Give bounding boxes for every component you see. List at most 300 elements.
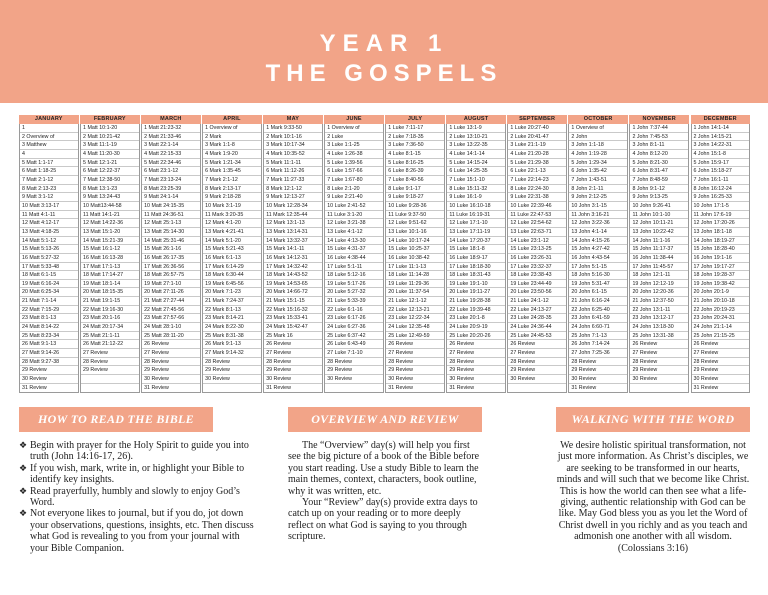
day-row: 27 Review xyxy=(386,349,444,358)
day-row: 25 Luke 24:45-53 xyxy=(508,332,566,341)
day-row: 20 Matt 18:15-35 xyxy=(81,288,139,297)
day-row: 29 Review xyxy=(386,366,444,375)
day-row: 1 Luke 7:11-17 xyxy=(386,124,444,133)
day-row: 3 John 1:1-18 xyxy=(569,141,627,150)
day-row: 20 John 20:1-9 xyxy=(692,288,750,297)
day-row: 16 Matt 26:17-35 xyxy=(142,254,200,263)
day-row: 9 Matt 24:1-14 xyxy=(142,193,200,202)
day-row: 4 Luke 8:1-15 xyxy=(386,150,444,159)
day-row: 4 Mark 1:9-20 xyxy=(203,150,261,159)
day-row: 13 John 4:1-14 xyxy=(569,228,627,237)
title-gospels: THE GOSPELS xyxy=(265,60,503,87)
day-row: 15 John 4:27-42 xyxy=(569,245,627,254)
day-row: 18 Luke 23:38-43 xyxy=(508,271,566,280)
day-row: 11 Matt 24:36-51 xyxy=(142,211,200,220)
overview-text xyxy=(288,440,484,543)
day-row: 5 Mark 1:21-34 xyxy=(203,159,261,168)
day-row: 26 Review xyxy=(386,340,444,349)
day-row: 28 Review xyxy=(264,358,322,367)
month-header: FEBRUARY xyxy=(80,115,140,124)
day-row: 17 Matt 17:1-13 xyxy=(81,263,139,272)
month-days xyxy=(19,124,79,393)
month-column-march xyxy=(141,115,201,393)
day-row: 11 John 17:6-19 xyxy=(692,211,750,220)
day-row: 20 Mark 7:1-23 xyxy=(203,288,261,297)
day-row: 15 Luke 4:31-37 xyxy=(325,245,383,254)
day-row: 16 Mark 6:1-13 xyxy=(203,254,261,263)
day-row: 11 Luke 22:47-53 xyxy=(508,211,566,220)
day-row: 22 Luke 24:13-27 xyxy=(508,306,566,315)
day-row: 15 Matt 5:13-26 xyxy=(20,245,78,254)
day-row: 9 Matt 3:1-12 xyxy=(20,193,78,202)
day-row: 3 Luke 21:1-19 xyxy=(508,141,566,150)
month-column-july xyxy=(385,115,445,393)
day-row: 10 Luke 16:10-18 xyxy=(447,202,505,211)
day-row: 11 Mark 3:20-35 xyxy=(203,211,261,220)
day-row: 5 Mark 11:1-11 xyxy=(264,159,322,168)
day-row: 2 John 7:45-53 xyxy=(630,133,688,142)
day-row: 26 Review xyxy=(630,340,688,349)
day-row: 1 Matt 10:1-20 xyxy=(81,124,139,133)
day-row: 23 Matt 8:1-13 xyxy=(20,314,78,323)
day-row: 26 John 7:14-24 xyxy=(569,340,627,349)
day-row: 29 Review xyxy=(142,366,200,375)
day-row: 9 Matt 13:24-43 xyxy=(81,193,139,202)
day-row: 22 Matt 19:16-30 xyxy=(81,306,139,315)
day-row: 7 John 8:48-59 xyxy=(630,176,688,185)
day-row: 3 Mark 10:17-34 xyxy=(264,141,322,150)
day-row: 23 Luke 20:1-8 xyxy=(447,314,505,323)
day-row: 5 John 15:9-17 xyxy=(692,159,750,168)
day-row: 5 Luke 21:29-38 xyxy=(508,159,566,168)
day-row: 2 Luke 13:10-21 xyxy=(447,133,505,142)
day-row: 9 Mark 12:13-27 xyxy=(264,193,322,202)
day-row: 12 John 3:22-36 xyxy=(569,219,627,228)
day-row: 19 John 19:38-42 xyxy=(692,280,750,289)
day-row: 30 Review xyxy=(508,375,566,384)
day-row: 21 Luke 12:1-12 xyxy=(386,297,444,306)
day-row: 2 Matt 10:21-42 xyxy=(81,133,139,142)
day-row: 3 Luke 7:36-50 xyxy=(386,141,444,150)
day-row: 8 Luke 2:1-20 xyxy=(325,185,383,194)
list-item xyxy=(19,463,257,486)
day-row: 18 John 5:16-30 xyxy=(569,271,627,280)
day-row: 23 Matt 27:57-66 xyxy=(142,314,200,323)
day-row: 23 Luke 12:22-34 xyxy=(386,314,444,323)
day-row: 3 Matthew xyxy=(20,141,78,150)
day-row: 12 Luke 22:54-62 xyxy=(508,219,566,228)
day-row: 24 Luke 12:35-48 xyxy=(386,323,444,332)
day-row: 20 Matt 27:11-26 xyxy=(142,288,200,297)
day-row: 16 Matt 16:13-28 xyxy=(81,254,139,263)
day-row: 16 Luke 4:38-44 xyxy=(325,254,383,263)
header-banner xyxy=(0,0,768,103)
day-row: 3 Luke 1:1-25 xyxy=(325,141,383,150)
day-row: 9 Luke 22:31-38 xyxy=(508,193,566,202)
day-row: 6 Matt 1:18-25 xyxy=(20,167,78,176)
day-row: 31 Review xyxy=(22,384,47,391)
day-row: 29 Review xyxy=(20,366,78,375)
day-row: 28 Review xyxy=(142,358,200,367)
day-row: 19 Mark 14:53-65 xyxy=(264,280,322,289)
day-row: 30 Review xyxy=(447,375,505,384)
day-row: 4 Luke 1:26-38 xyxy=(325,150,383,159)
day-row: 27 Review xyxy=(447,349,505,358)
day-row: 14 Matt 15:21-39 xyxy=(81,237,139,246)
day-row: 6 Luke 14:25-35 xyxy=(447,167,505,176)
month-column-may xyxy=(263,115,323,393)
day-row: 17 John 11:45-57 xyxy=(630,263,688,272)
day-row: 24 Matt 20:17-34 xyxy=(81,323,139,332)
day-row: 14 John 4:15-26 xyxy=(569,237,627,246)
month-days xyxy=(691,124,751,393)
day-row: 7 Luke 1:67-80 xyxy=(325,176,383,185)
day-row: 28 Review xyxy=(508,358,566,367)
day-row: 21 Mark 15:1-15 xyxy=(264,297,322,306)
day-row: 28 Review xyxy=(81,358,139,367)
month-days xyxy=(568,124,628,393)
day-row: 29 Review xyxy=(692,366,750,375)
day-row: 12 Luke 3:21-38 xyxy=(325,219,383,228)
day-row: 26 Review xyxy=(508,340,566,349)
day-row: 29 Review xyxy=(630,366,688,375)
day-row: 21 Luke 19:28-38 xyxy=(447,297,505,306)
day-row: 17 John 19:17-27 xyxy=(692,263,750,272)
day-row: 22 Luke 6:1-16 xyxy=(325,306,383,315)
day-row: 21 John 6:16-24 xyxy=(569,297,627,306)
day-row: 15 John 18:28-40 xyxy=(692,245,750,254)
day-row: 22 Mark 15:16-32 xyxy=(264,306,322,315)
day-row: 26 Review xyxy=(264,340,322,349)
list-item xyxy=(19,486,257,509)
day-row: 3 Mark 1:1-8 xyxy=(203,141,261,150)
month-header: AUGUST xyxy=(446,115,506,124)
day-row: 22 Luke 12:13-21 xyxy=(386,306,444,315)
day-row: 10 Matt 3:13-17 xyxy=(20,202,78,211)
day-row: 15 Mark 14:1-11 xyxy=(264,245,322,254)
day-row: 9 Luke 9:18-27 xyxy=(386,193,444,202)
day-row: 15 Luke 23:13-25 xyxy=(508,245,566,254)
day-row: 24 Mark 8:22-30 xyxy=(203,323,261,332)
day-row: 22 John 13:1-11 xyxy=(630,306,688,315)
day-row: 14 John 11:1-16 xyxy=(630,237,688,246)
day-row: 5 Luke 8:16-25 xyxy=(386,159,444,168)
day-row: 13 John 10:22-42 xyxy=(630,228,688,237)
day-row: 4 John 8:12-20 xyxy=(630,150,688,159)
section-heading-overview: OVERVIEW AND REVIEW xyxy=(288,407,482,432)
month-header: DECEMBER xyxy=(691,115,751,124)
day-row: 2 Luke 20:41-47 xyxy=(508,133,566,142)
day-row: 20 Luke 5:27-32 xyxy=(325,288,383,297)
day-row: 15 Matt 16:1-12 xyxy=(81,245,139,254)
day-row: 19 Luke 11:29-36 xyxy=(386,280,444,289)
day-row: 14 Luke 10:17-24 xyxy=(386,237,444,246)
day-row: 3 John 8:1-11 xyxy=(630,141,688,150)
day-row: 9 Luke 2:21-40 xyxy=(325,193,383,202)
day-row: 31 Review xyxy=(693,384,719,391)
day-row: 24 Matt 28:1-10 xyxy=(142,323,200,332)
day-row: 9 John 16:25-33 xyxy=(692,193,750,202)
day-row: 9 John 9:13-25 xyxy=(630,193,688,202)
day-row: 23 Mark 15:33-41 xyxy=(264,314,322,323)
reading-calendar xyxy=(19,115,750,393)
day-row: 15 Matt 26:1-16 xyxy=(142,245,200,254)
day-row: 18 Mark 6:30-44 xyxy=(203,271,261,280)
day-row: 11 Matt 4:1-11 xyxy=(20,211,78,220)
day-row: 4 Matt 11:20-30 xyxy=(81,150,139,159)
day-row: 24 John 13:18-30 xyxy=(630,323,688,332)
day-row: 25 Mark 16 xyxy=(264,332,322,341)
day-row: 29 Review xyxy=(203,366,261,375)
day-row: 10 Mark 12:28-34 xyxy=(264,202,322,211)
day-row: 18 John 12:1-11 xyxy=(630,271,688,280)
day-row: 18 Luke 18:31-43 xyxy=(447,271,505,280)
day-row: 20 Mark 14:66-72 xyxy=(264,288,322,297)
day-row: 26 Matt 21:12-22 xyxy=(81,340,139,349)
day-row: 22 John 20:19-23 xyxy=(692,306,750,315)
diamond-bullet-icon: ❖ xyxy=(19,485,28,496)
day-row: 15 Mark 5:21-43 xyxy=(203,245,261,254)
day-row: 13 Matt 4:18-25 xyxy=(20,228,78,237)
day-row: 28 Review xyxy=(325,358,383,367)
day-row: 13 Matt 15:1-20 xyxy=(81,228,139,237)
day-row: 13 Luke 4:1-12 xyxy=(325,228,383,237)
day-row: 7 Luke 22:14-23 xyxy=(508,176,566,185)
day-row: 11 John 10:1-10 xyxy=(630,211,688,220)
day-row: 21 John 12:37-50 xyxy=(630,297,688,306)
day-row: 25 Matt 21:1-11 xyxy=(81,332,139,341)
month-header: SEPTEMBER xyxy=(507,115,567,124)
day-row: 24 Luke 24:36-44 xyxy=(508,323,566,332)
day-row: 30 Review xyxy=(386,375,444,384)
day-row: 18 Matt 17:14-27 xyxy=(81,271,139,280)
day-row: 1 Mark 9:33-50 xyxy=(264,124,322,133)
day-row: 10 Luke 9:28-36 xyxy=(386,202,444,211)
day-row: 16 John 4:43-54 xyxy=(569,254,627,263)
month-column-december xyxy=(691,115,751,393)
day-row: 31 Review xyxy=(388,384,414,391)
day-row: 1 John 14:1-14 xyxy=(692,124,750,133)
day-row: 28 Matt 9:27-38 xyxy=(20,358,78,367)
day-row: 25 John 7:1-13 xyxy=(569,332,627,341)
day-row: 8 John 9:1-12 xyxy=(630,185,688,194)
day-row: 24 Luke 20:9-19 xyxy=(447,323,505,332)
day-row: 10 Matt 24:15-35 xyxy=(142,202,200,211)
day-row: 24 John 21:1-14 xyxy=(692,323,750,332)
day-row: 4 John 15:1-8 xyxy=(692,150,750,159)
walking-paragraph-2: This is how the world can then see what a life-giving, authentic relationship with God can be like. May God bless you as you let the Word of Christ dwell in you richly and as you teach and admonish one another with all wisdom. (Colossians 3:16) xyxy=(558,485,748,554)
day-row: 31 Review xyxy=(144,384,169,391)
day-row: 23 John 6:41-59 xyxy=(569,314,627,323)
day-row: 1 xyxy=(20,124,78,133)
day-row: 7 Mark 2:1-12 xyxy=(203,176,261,185)
month-header: JUNE xyxy=(324,115,384,124)
day-row: 18 Luke 11:14-28 xyxy=(386,271,444,280)
day-row: 1 Matt 21:23-32 xyxy=(142,124,200,133)
day-row: 28 Review xyxy=(447,358,505,367)
month-column-january xyxy=(19,115,79,393)
day-row: 19 Matt 6:16-24 xyxy=(20,280,78,289)
day-row: 21 Matt 27:27-44 xyxy=(142,297,200,306)
day-row xyxy=(508,384,566,393)
day-row: 13 Luke 17:11-19 xyxy=(447,228,505,237)
day-row: 2 Matt 21:33-46 xyxy=(142,133,200,142)
day-row: 31 Review xyxy=(449,384,475,391)
day-row: 27 Review xyxy=(81,349,139,358)
day-row: 10 Mark 3:1-19 xyxy=(203,202,261,211)
day-row: 4 Luke 21:20-28 xyxy=(508,150,566,159)
title-year: YEAR 1 xyxy=(319,30,449,57)
day-row: 17 John 5:1-15 xyxy=(569,263,627,272)
day-row: 4 John 1:19-28 xyxy=(569,150,627,159)
day-row: 22 Luke 19:39-48 xyxy=(447,306,505,315)
day-row: 2 Mark 10:1-16 xyxy=(264,133,322,142)
day-row: 10 John 3:1-15 xyxy=(569,202,627,211)
day-row: 2 Luke xyxy=(325,133,383,142)
day-row: 18 Mark 14:43-52 xyxy=(264,271,322,280)
day-row: 22 John 6:25-40 xyxy=(569,306,627,315)
day-row: 30 Review xyxy=(692,375,750,384)
day-row: 9 Luke 16:1-9 xyxy=(447,193,505,202)
month-column-august xyxy=(446,115,506,393)
day-row: 27 Luke 7:1-10 xyxy=(325,349,383,358)
day-row: 27 Review xyxy=(264,349,322,358)
day-row: 7 Matt 2:1-12 xyxy=(20,176,78,185)
day-row: 28 Review xyxy=(569,358,627,367)
day-row: 11 John 3:16-21 xyxy=(569,211,627,220)
day-row: 7 Luke 15:1-10 xyxy=(447,176,505,185)
day-row: 30 Review xyxy=(20,375,78,384)
day-row: 26 Review xyxy=(447,340,505,349)
day-row: 1 Overview of xyxy=(325,124,383,133)
day-row: 8 Mark 12:1-12 xyxy=(264,185,322,194)
day-row: 19 Matt 18:1-14 xyxy=(81,280,139,289)
day-row: 14 Matt 25:31-46 xyxy=(142,237,200,246)
day-row: 8 Matt 13:1-23 xyxy=(81,185,139,194)
day-row: 8 Luke 15:11-32 xyxy=(447,185,505,194)
day-row: 25 Luke 20:20-26 xyxy=(447,332,505,341)
day-row: 28 Review xyxy=(692,358,750,367)
day-row: 16 John 19:1-16 xyxy=(692,254,750,263)
day-row: 30 Review xyxy=(630,375,688,384)
day-row: 2 Overview of xyxy=(20,133,78,142)
month-days xyxy=(629,124,689,393)
day-row: 15 Luke 10:25-37 xyxy=(386,245,444,254)
day-row: 12 Matt 4:12-17 xyxy=(20,219,78,228)
day-row: 10 John 17:1-5 xyxy=(692,202,750,211)
day-row: 19 John 12:12-19 xyxy=(630,280,688,289)
walking-text xyxy=(553,440,753,554)
day-row: 9 Mark 2:18-28 xyxy=(203,193,261,202)
day-row: 6 Luke 1:57-66 xyxy=(325,167,383,176)
day-row: 27 Mark 9:14-32 xyxy=(203,349,261,358)
day-row: 1 Overview of xyxy=(203,124,261,133)
day-row: 29 Review xyxy=(508,366,566,375)
day-row: 17 Luke 5:1-11 xyxy=(325,263,383,272)
day-row: 14 Luke 23:1-12 xyxy=(508,237,566,246)
day-row: 24 Luke 6:27-36 xyxy=(325,323,383,332)
month-days xyxy=(446,124,506,393)
day-row: 14 John 18:19-27 xyxy=(692,237,750,246)
day-row: 22 Mark 8:1-13 xyxy=(203,306,261,315)
day-row: 25 Luke 6:37-42 xyxy=(325,332,383,341)
day-row: 14 Mark 5:1-20 xyxy=(203,237,261,246)
day-row: 4 Luke 14:1-14 xyxy=(447,150,505,159)
day-row: 20 Luke 23:50-56 xyxy=(508,288,566,297)
day-row: 13 Matt 25:14-30 xyxy=(142,228,200,237)
day-row: 19 Mark 6:45-56 xyxy=(203,280,261,289)
day-row: 5 Luke 1:39-56 xyxy=(325,159,383,168)
day-row: 29 Review xyxy=(81,366,139,375)
day-row: 19 Luke 19:1-10 xyxy=(447,280,505,289)
day-row: 17 Luke 11:1-13 xyxy=(386,263,444,272)
month-header: OCTOBER xyxy=(568,115,628,124)
day-row xyxy=(325,384,383,393)
day-row: 6 Mark 11:12-26 xyxy=(264,167,322,176)
day-row: 6 John 8:31-47 xyxy=(630,167,688,176)
day-row: 21 Mark 7:24-37 xyxy=(203,297,261,306)
day-row: 6 Matt 12:22-37 xyxy=(81,167,139,176)
day-row: 1 John 7:37-44 xyxy=(630,124,688,133)
day-row: 24 Mark 15:42-47 xyxy=(264,323,322,332)
month-column-october xyxy=(568,115,628,393)
day-row: 5 Matt 22:34-46 xyxy=(142,159,200,168)
day-row: 2 Mark xyxy=(203,133,261,142)
section-heading-walking: WALKING WITH THE WORD xyxy=(556,407,750,432)
month-days xyxy=(263,124,323,393)
list-item-text: If you wish, mark, write in, or highlight your Bible to identify key insights. xyxy=(30,462,245,486)
month-header: MARCH xyxy=(141,115,201,124)
day-row: 7 Luke 8:40-56 xyxy=(386,176,444,185)
day-row: 16 Matt 5:27-32 xyxy=(20,254,78,263)
day-row: 11 Luke 9:37-50 xyxy=(386,211,444,220)
day-row: 8 Matt 23:25-39 xyxy=(142,185,200,194)
day-row: 12 John 10:11-21 xyxy=(630,219,688,228)
day-row: 8 Luke 22:24-30 xyxy=(508,185,566,194)
day-row: 31 Review xyxy=(266,384,291,391)
list-item-text: Read prayerfully, humbly and slowly to enjoy God’s Word. xyxy=(30,485,240,509)
day-row: 28 Review xyxy=(386,358,444,367)
day-row: 4 Mark 10:35-52 xyxy=(264,150,322,159)
day-row: 23 Luke 6:17-26 xyxy=(325,314,383,323)
day-row: 1 Luke 20:27-40 xyxy=(508,124,566,133)
day-row: 4 Matt 22:15-33 xyxy=(142,150,200,159)
day-row: 10 Luke 2:41-52 xyxy=(325,202,383,211)
day-row: 27 Review xyxy=(142,349,200,358)
day-row: 5 Luke 14:15-24 xyxy=(447,159,505,168)
list-item-text: Begin with prayer for the Holy Spirit to guide you into truth (John 14:16-17, 26). xyxy=(30,440,249,463)
how-to-read-text xyxy=(19,440,257,554)
day-row: 7 John 1:43-51 xyxy=(569,176,627,185)
section-heading-how-to-read: HOW TO READ THE BIBLE xyxy=(19,407,213,432)
day-row: 17 Matt 5:33-48 xyxy=(20,263,78,272)
day-row: 28 Review xyxy=(630,358,688,367)
day-row: 5 John 8:21-30 xyxy=(630,159,688,168)
day-row: 3 John 14:22-31 xyxy=(692,141,750,150)
day-row: 12 John 17:20-26 xyxy=(692,219,750,228)
day-row: 22 Matt 7:15-29 xyxy=(20,306,78,315)
day-row: 12 Matt 25:1-13 xyxy=(142,219,200,228)
day-row: 6 Luke 8:26-39 xyxy=(386,167,444,176)
month-column-february xyxy=(80,115,140,393)
month-days xyxy=(80,124,140,393)
day-row: 11 Matt 14:1-21 xyxy=(81,211,139,220)
month-days xyxy=(202,124,262,393)
day-row: 13 John 18:1-18 xyxy=(692,228,750,237)
day-row: 6 John 1:35-42 xyxy=(569,167,627,176)
day-row: 2 John xyxy=(569,133,627,142)
day-row: 7 Matt 12:38-50 xyxy=(81,176,139,185)
